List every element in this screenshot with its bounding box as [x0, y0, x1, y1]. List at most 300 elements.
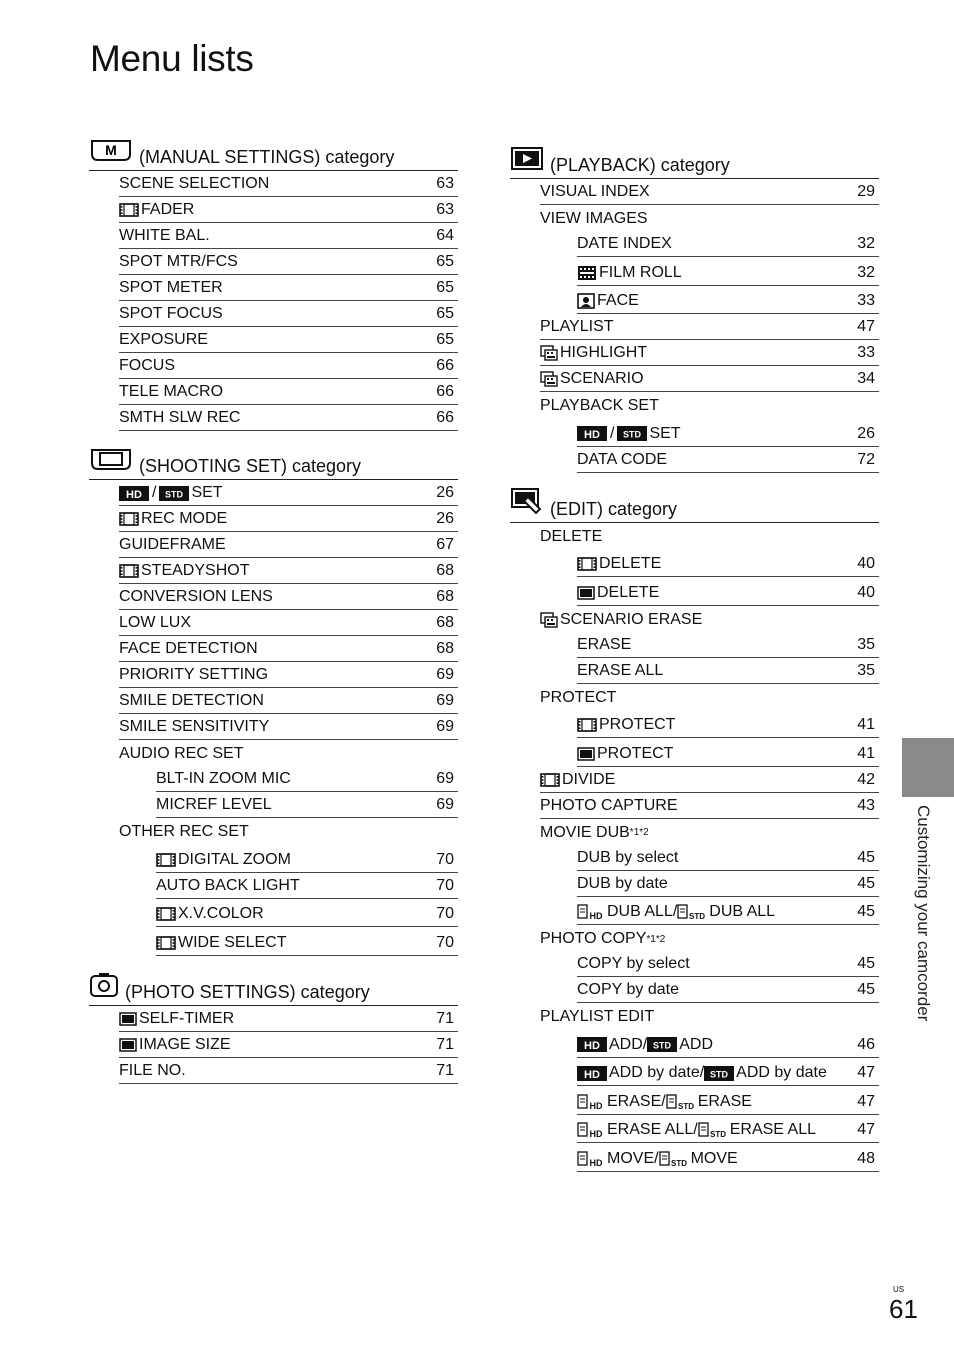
menu-item-page: 68 [436, 640, 454, 657]
category-heading [89, 136, 458, 171]
playlist-std-icon [659, 1151, 689, 1167]
menu-item-page: 65 [436, 253, 454, 270]
menu-item-label-group [577, 425, 681, 443]
menu-item [119, 818, 458, 844]
menu-item-label: FILE NO. [119, 1061, 186, 1079]
menu-item-label: ERASE ALL [577, 661, 664, 679]
menu-item-label-group [156, 770, 291, 788]
menu-item-label: BLT-IN ZOOM MIC [156, 770, 291, 787]
menu-item-label-group [119, 510, 227, 528]
menu-item [119, 405, 458, 431]
menu-item-page: 70 [436, 876, 454, 894]
menu-item-page: 43 [857, 796, 875, 814]
menu-item-label-group [577, 662, 663, 680]
menu-item-label: VIEW IMAGES [540, 210, 648, 227]
menu-item-label: ERASE [577, 635, 632, 653]
menu-item-page: 68 [436, 588, 454, 605]
footnote-marker: *1*2 [629, 827, 649, 838]
menu-item-label: SMILE DETECTION [119, 692, 264, 709]
menu-item-page: 63 [436, 175, 454, 192]
menu-item-page: 65 [436, 305, 454, 322]
menu-item [119, 688, 458, 714]
svg-text:HD: HD [589, 1129, 603, 1138]
menu-item-label-group [119, 357, 175, 375]
menu-item-page: 45 [857, 874, 875, 892]
menu-item-page: 66 [436, 357, 454, 374]
menu-item [119, 379, 458, 405]
menu-item-page: 69 [436, 692, 454, 709]
menu-item [577, 286, 879, 315]
menu-item-page: 45 [857, 981, 875, 998]
menu-item [540, 606, 879, 632]
menu-item [119, 197, 458, 223]
menu-item-label: PROTECT [597, 744, 674, 762]
menu-item-page: 66 [436, 409, 454, 426]
menu-item-label-group [540, 210, 648, 228]
menu-item [119, 740, 458, 766]
menu-item-page: 70 [436, 905, 454, 922]
menu-item-label-group [540, 930, 665, 948]
menu-item-label: SMTH SLW REC [119, 409, 241, 426]
menu-item-label-group [156, 851, 291, 869]
category-title: (PHOTO SETTINGS) category [125, 981, 370, 1002]
left-column [89, 136, 458, 1084]
menu-item-label-group [577, 636, 631, 654]
menu-item-label: PROTECT [599, 716, 676, 733]
menu-item [540, 1003, 879, 1029]
menu-item [119, 480, 458, 506]
menu-item-label-group [119, 279, 223, 297]
menu-item-page: 29 [857, 183, 875, 200]
menu-item-page: 63 [436, 201, 454, 218]
menu-item-label-group [119, 383, 223, 401]
menu-item-label-group [577, 955, 690, 973]
menu-item-label: PLAYLIST EDIT [540, 1008, 655, 1025]
menu-item-page: 72 [857, 450, 875, 468]
menu-item-label: PHOTO COPY [540, 930, 647, 947]
menu-item [577, 710, 879, 739]
menu-item-label: WHITE BAL. [119, 227, 210, 244]
menu-item-page: 48 [857, 1149, 875, 1167]
movie-icon [156, 936, 176, 950]
menu-item-label-group [577, 981, 679, 999]
menu-item-label: SPOT METER [119, 279, 223, 296]
section-tab [902, 738, 954, 797]
menu-item [540, 392, 879, 418]
menu-item-page: 45 [857, 903, 875, 920]
photo-settings-icon [89, 972, 119, 1003]
menu-item-label-group [540, 797, 678, 815]
menu-item-label: DELETE [597, 583, 660, 601]
menu-item-label-group [577, 235, 672, 253]
menu-item-label-group [119, 745, 243, 763]
category-heading [89, 449, 458, 480]
menu-item-page: 33 [857, 344, 875, 361]
menu-item-label-group [119, 1062, 186, 1080]
menu-item-page: 67 [436, 536, 454, 553]
movie-icon [119, 512, 139, 526]
photo-settings-section [89, 973, 458, 1084]
menu-item-label-group [156, 905, 264, 923]
menu-item [119, 584, 458, 610]
menu-item [540, 767, 879, 793]
menu-item [119, 171, 458, 197]
film-roll-icon [577, 265, 597, 281]
menu-item [577, 897, 879, 926]
menu-item-label-group [577, 1064, 827, 1082]
shooting-set-icon [89, 446, 133, 477]
menu-item [540, 205, 879, 231]
menu-item-label-group [156, 877, 300, 895]
menu-item-label: DIVIDE [562, 770, 616, 788]
menu-item [119, 1006, 458, 1032]
menu-item [577, 418, 879, 447]
menu-item-page: 26 [436, 484, 454, 501]
menu-item [119, 1058, 458, 1084]
menu-item [540, 366, 879, 392]
menu-item [540, 314, 879, 340]
movie-icon [119, 203, 139, 217]
scenario-icon [540, 612, 558, 628]
menu-item-label: MOVE/ [607, 1149, 659, 1167]
menu-item-label-group [119, 1036, 231, 1054]
menu-item-page: 35 [857, 661, 875, 679]
menu-item [577, 1058, 879, 1087]
menu-item-label: FACE [597, 292, 639, 309]
menu-item [119, 223, 458, 249]
menu-item-label: DUB ALL/ [607, 903, 678, 920]
menu-item [577, 447, 879, 473]
menu-item [577, 1086, 879, 1115]
menu-item [540, 523, 879, 549]
movie-icon [577, 557, 597, 571]
category-heading [510, 144, 879, 179]
menu-item-label-group [540, 1008, 654, 1026]
svg-text:HD: HD [584, 1040, 600, 1052]
menu-item-label-group [577, 584, 659, 602]
menu-item-label-group [540, 689, 616, 707]
menu-item-label-secondary: MOVE [690, 1149, 738, 1167]
svg-text:STD: STD [670, 1158, 687, 1167]
menu-item-label: SELF-TIMER [139, 1009, 235, 1027]
menu-item [577, 658, 879, 684]
menu-item-page: 69 [436, 718, 454, 735]
menu-item-label-group [577, 555, 661, 573]
menu-item-label: SET [649, 424, 681, 442]
menu-item-label-group [119, 331, 208, 349]
menu-item-page: 71 [436, 1009, 454, 1027]
menu-item-label: COPY by date [577, 981, 679, 998]
svg-text:HD: HD [589, 1100, 603, 1110]
menu-item [577, 871, 879, 897]
photo-icon [119, 1038, 137, 1052]
photo-icon [577, 747, 595, 761]
svg-text:STD: STD [677, 1101, 694, 1110]
menu-item-label-group [540, 528, 602, 546]
menu-item [156, 873, 458, 899]
scenario-icon [540, 371, 558, 387]
category-title: (MANUAL SETTINGS) category [139, 147, 395, 167]
menu-item-label-secondary: ERASE ALL [729, 1121, 816, 1138]
menu-item-label: CONVERSION LENS [119, 588, 273, 605]
movie-icon [156, 853, 176, 867]
category-heading [510, 490, 879, 523]
menu-item-label-group [577, 875, 668, 893]
menu-item-page: 71 [436, 1035, 454, 1053]
menu-item-label: ADD by date/ [609, 1064, 705, 1081]
menu-item-label-secondary: ADD by date [736, 1064, 827, 1081]
menu-item-label-group [119, 666, 268, 684]
menu-item [577, 1029, 879, 1058]
photo-icon [577, 586, 595, 600]
menu-item-page: 47 [857, 318, 875, 335]
menu-item-label-group [577, 1121, 816, 1139]
menu-item [540, 684, 879, 710]
hd-icon [577, 1037, 607, 1052]
menu-item [119, 506, 458, 532]
photo-icon [119, 1012, 137, 1026]
menu-item-page: 65 [436, 279, 454, 296]
menu-item-page: 71 [436, 1061, 454, 1079]
menu-item-page: 26 [857, 424, 875, 442]
svg-text:STD: STD [689, 912, 706, 920]
menu-item [540, 925, 879, 951]
menu-item-page: 47 [857, 1121, 875, 1138]
menu-item-label: DIGITAL ZOOM [178, 850, 291, 868]
svg-text:STD: STD [653, 1040, 672, 1051]
menu-item-label: PLAYLIST [540, 318, 614, 335]
page-title: Menu lists [90, 38, 254, 79]
menu-item-label: HIGHLIGHT [560, 344, 648, 361]
menu-item [156, 844, 458, 873]
menu-item-label-group [119, 718, 269, 736]
menu-item [577, 1115, 879, 1144]
menu-item-label-secondary: DUB ALL [709, 903, 776, 920]
menu-item-label-group [577, 903, 775, 921]
menu-item-label-group [119, 823, 249, 841]
menu-item-label-group [540, 370, 644, 388]
menu-item-label: X.V.COLOR [178, 905, 264, 922]
menu-item [156, 927, 458, 956]
menu-item-label: DUB by date [577, 874, 668, 892]
menu-item-label-group [577, 451, 667, 469]
menu-item [119, 249, 458, 275]
playlist-hd-icon [577, 904, 605, 920]
svg-text:STD: STD [709, 1130, 726, 1138]
menu-item-label: SMILE SENSITIVITY [119, 718, 270, 735]
edit-section [510, 490, 879, 1172]
menu-item-label: WIDE SELECT [178, 933, 287, 951]
menu-item [540, 340, 879, 366]
menu-item-page: 42 [857, 770, 875, 788]
menu-item-page: 34 [857, 370, 875, 387]
menu-item [119, 275, 458, 301]
svg-text:HD: HD [584, 429, 600, 441]
playback-section [510, 144, 879, 473]
menu-item-label: SET [191, 484, 223, 501]
menu-item [119, 662, 458, 688]
menu-item-label: IMAGE SIZE [139, 1035, 231, 1053]
menu-item-page: 47 [857, 1092, 875, 1110]
movie-icon [540, 773, 560, 787]
menu-item [577, 549, 879, 578]
std-icon [704, 1066, 734, 1081]
manual-settings-icon [89, 137, 133, 168]
menu-item-label: DUB by select [577, 848, 679, 866]
menu-item-page: 45 [857, 955, 875, 972]
menu-item-label-secondary: ADD [679, 1035, 714, 1053]
menu-item [119, 636, 458, 662]
edit-icon [510, 487, 544, 520]
menu-item [577, 577, 879, 606]
movie-icon [119, 564, 139, 578]
menu-item-label-group [577, 716, 675, 734]
playlist-std-icon [666, 1094, 696, 1110]
menu-item-label: FOCUS [119, 357, 175, 374]
menu-item-label: SCENARIO ERASE [560, 610, 703, 628]
menu-item [119, 301, 458, 327]
menu-item-page: 70 [436, 933, 454, 951]
side-label: Customizing your camcorder [914, 805, 933, 1022]
menu-item [119, 610, 458, 636]
menu-item [156, 766, 458, 792]
menu-item-label: AUTO BACK LIGHT [156, 876, 300, 894]
menu-item [540, 179, 879, 205]
playback-icon [510, 145, 544, 176]
menu-item-label-group [119, 536, 226, 554]
svg-text:M: M [105, 142, 117, 158]
menu-item-page: 40 [857, 555, 875, 572]
menu-item-label-group [577, 1093, 752, 1111]
menu-item [119, 558, 458, 584]
menu-item-page: 65 [436, 331, 454, 348]
menu-item-label-group [540, 611, 702, 629]
menu-item-label-group [119, 484, 223, 502]
menu-item-label-group [119, 1010, 234, 1028]
menu-item [156, 792, 458, 818]
playlist-std-icon [677, 904, 707, 920]
menu-item-label: REC MODE [141, 510, 228, 527]
menu-item-page: 45 [857, 848, 875, 866]
menu-item-label: SCENARIO [560, 370, 644, 387]
menu-item-label: EXPOSURE [119, 331, 208, 348]
svg-text:HD: HD [126, 488, 142, 501]
face-icon [577, 293, 595, 309]
menu-item-page: 35 [857, 635, 875, 653]
menu-item-page: 68 [436, 562, 454, 579]
hd-std-icon: HD / STD [119, 484, 189, 502]
menu-item-label: FACE DETECTION [119, 640, 258, 657]
menu-item-label: MOVIE DUB [540, 823, 630, 841]
menu-item-label-group [156, 934, 286, 952]
menu-item-label-group [540, 397, 659, 415]
category-title: (SHOOTING SET) category [139, 456, 362, 476]
menu-item-label-group [577, 264, 682, 282]
scenario-icon [540, 345, 558, 361]
menu-item-page: 26 [436, 510, 454, 527]
menu-item-label-group [119, 201, 194, 219]
playlist-hd-icon [577, 1094, 605, 1110]
menu-item [577, 1143, 879, 1172]
menu-item-label: ERASE ALL/ [607, 1121, 698, 1138]
movie-icon [156, 907, 176, 921]
menu-item-page: 41 [857, 716, 875, 733]
menu-item-page: 69 [436, 796, 454, 813]
menu-item-label-secondary: ERASE [697, 1092, 752, 1110]
menu-item-label: ERASE/ [607, 1092, 666, 1110]
svg-text:HD: HD [584, 1068, 600, 1081]
menu-item-label-group [119, 227, 210, 245]
menu-item-label-group [119, 253, 238, 271]
menu-item [577, 257, 879, 286]
menu-item-label: STEADYSHOT [141, 562, 250, 579]
menu-item-label-group [119, 614, 191, 632]
menu-item-label-group [156, 796, 272, 814]
menu-item-label: DATA CODE [577, 450, 668, 468]
menu-item-label: FADER [141, 201, 195, 218]
menu-item-page: 41 [857, 744, 875, 762]
menu-item [156, 899, 458, 928]
manual-settings-section [89, 136, 458, 431]
menu-item-label-group [119, 409, 240, 427]
menu-item-label: COPY by select [577, 955, 690, 972]
right-column [510, 144, 879, 1172]
playlist-hd-icon [577, 1151, 605, 1167]
page-number: 61 [889, 1294, 918, 1324]
menu-item-page: 68 [436, 614, 454, 631]
menu-item-page: 46 [857, 1035, 875, 1053]
menu-item-label-group [119, 175, 269, 193]
menu-item-label: SPOT FOCUS [119, 305, 223, 322]
menu-item-label-group [119, 562, 249, 580]
menu-item-label: AUDIO REC SET [119, 745, 244, 762]
menu-item-label-group [119, 640, 258, 658]
menu-item-label-group [119, 305, 223, 323]
playlist-std-icon [698, 1122, 728, 1138]
menu-item-label: LOW LUX [119, 614, 192, 631]
menu-item [119, 1032, 458, 1058]
menu-item-page: 33 [857, 292, 875, 309]
svg-text:STD: STD [165, 489, 184, 499]
menu-item-label-group [577, 1150, 738, 1168]
hd-std-icon: HD / STD [577, 425, 647, 443]
svg-text:STD: STD [623, 429, 642, 440]
menu-item-page: 32 [857, 263, 875, 281]
menu-item [540, 793, 879, 819]
menu-item-label: FILM ROLL [599, 263, 682, 281]
menu-item [119, 532, 458, 558]
menu-item [577, 951, 879, 977]
menu-item-label-group [540, 824, 649, 842]
footnote-marker: *1*2 [646, 933, 666, 945]
std-icon [647, 1037, 677, 1052]
category-title: (EDIT) category [550, 498, 678, 519]
menu-item-label: DELETE [540, 527, 603, 545]
svg-text:STD: STD [710, 1069, 729, 1079]
menu-item [577, 231, 879, 257]
menu-item [119, 353, 458, 379]
menu-item-label-group [577, 292, 639, 310]
menu-item-label: SPOT MTR/FCS [119, 253, 238, 270]
menu-item-label-group [119, 588, 273, 606]
menu-item-label: PLAYBACK SET [540, 397, 659, 414]
menu-item-label: ADD/ [609, 1035, 648, 1053]
menu-item [119, 714, 458, 740]
menu-item-label: PRIORITY SETTING [119, 666, 269, 683]
menu-item-page: 40 [857, 583, 875, 601]
menu-item-label: PROTECT [540, 688, 617, 706]
svg-text:HD: HD [589, 911, 603, 920]
